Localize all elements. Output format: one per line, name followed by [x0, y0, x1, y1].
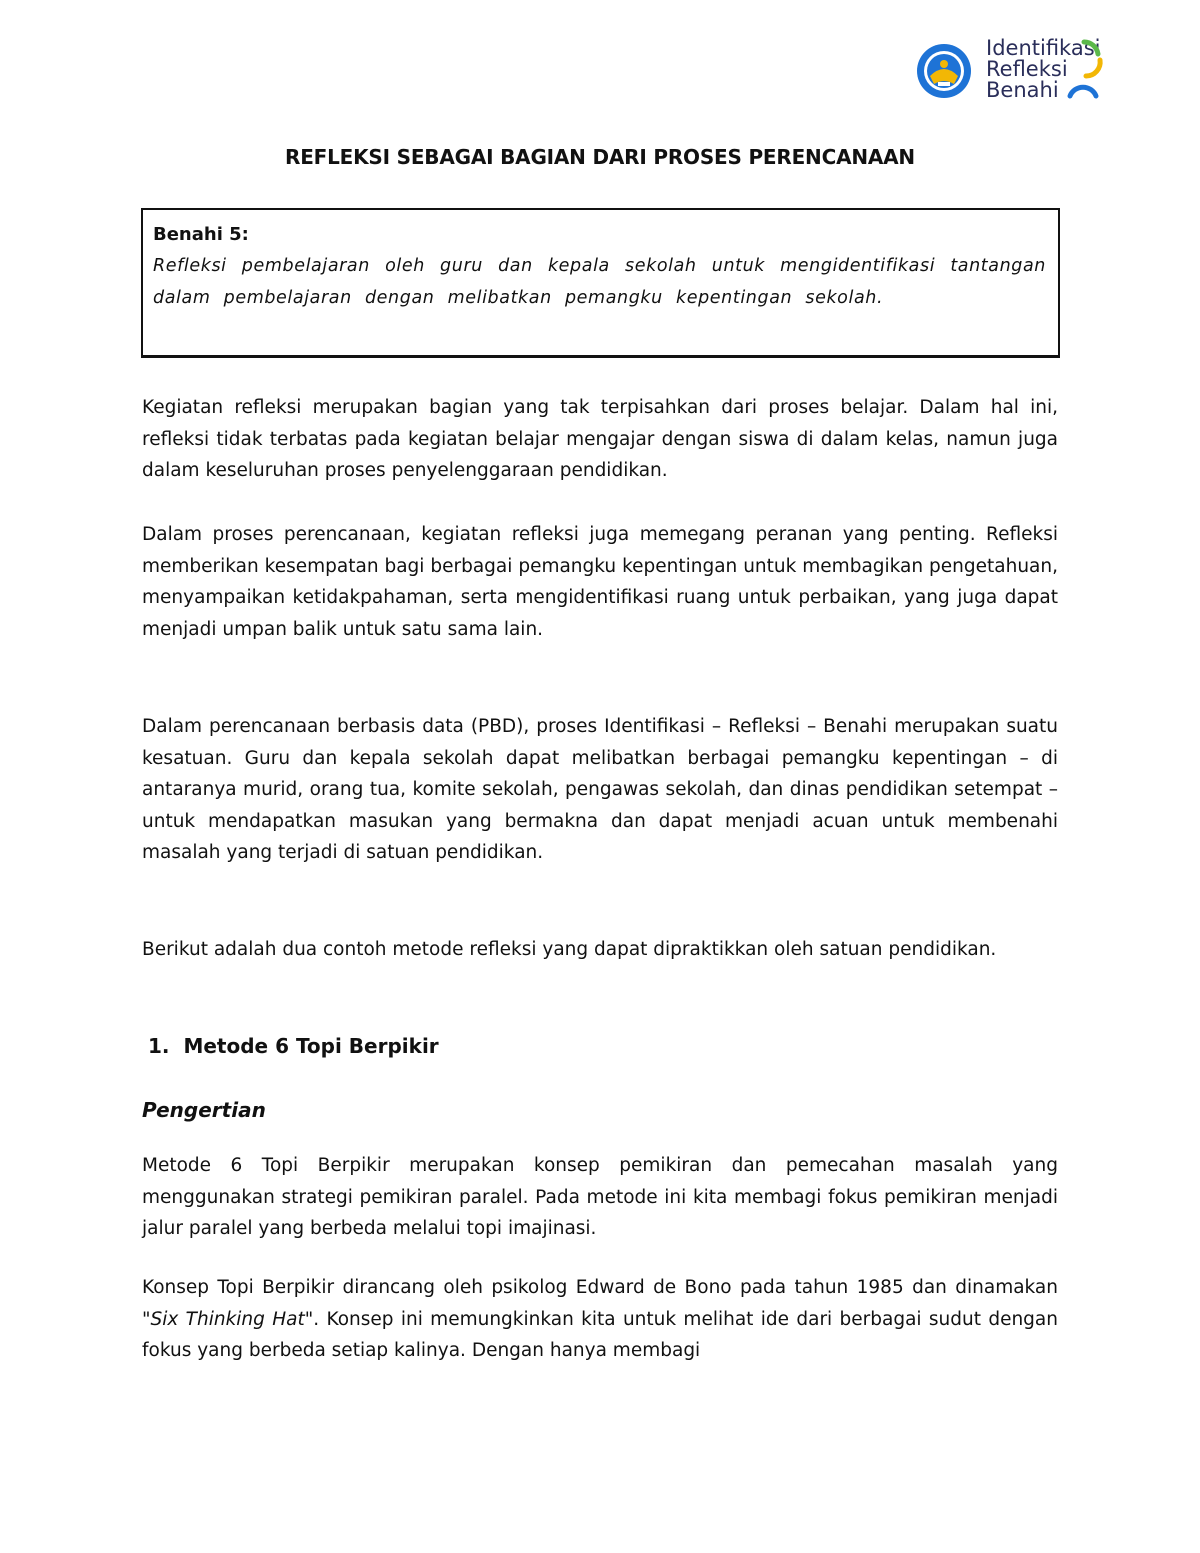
paragraph-text: Dalam perencanaan berbasis data (PBD), proses Identifikasi – Refleksi – Benahi merupakan suatu kesatuan. Guru dan kepala sekolah dapat melibatkan berbagai pemangku kepentingan – di antaranya murid, orang tua, komite sekolah, pengawas sekolah, dan dinas pendidikan setempat – untuk mendapatkan masukan yang bermakna dan dapat menjadi acuan untuk membenahi masalah yang terjadi di satuan pendidikan.	[142, 716, 1058, 863]
body-paragraph-2	[142, 519, 1058, 645]
paragraph-text: Kegiatan refleksi merupakan bagian yang tak terpisahkan dari proses belajar. Dalam hal ini, refleksi tidak terbatas pada kegiatan belajar mengajar dengan siswa di dalam kelas, namun juga dalam keseluruhan proses penyelenggaraan pendidikan.	[142, 397, 1058, 481]
page-title: REFLEKSI SEBAGAI BAGIAN DARI PROSES PERENCANAAN	[285, 145, 915, 169]
subheading-pengertian: Pengertian	[142, 1098, 266, 1122]
para-text-after: ". Konsep ini memungkinkan kita untuk melihat ide dari berbagai sudut dengan fokus yang berbeda setiap kalinya. Dengan hanya membagi	[142, 1308, 1058, 1361]
paragraph-text: Dalam proses perencanaan, kegiatan refleksi juga memegang peranan yang penting. Refleksi memberikan kesempatan bagi berbagai pemangku kepentingan untuk membagikan pengetahuan, menyampaikan ketidakpahaman, serta mengidentifikasi ruang untuk perbaikan, yang juga dapat menjadi umpan balik untuk satu sama lain.	[142, 524, 1058, 640]
section-paragraph-1	[142, 1150, 1058, 1245]
box-text: Refleksi pembelajaran oleh guru dan kepala sekolah untuk mengidentifikasi tantangan dalam pembelajaran dengan melibatkan pemangku kepentingan sekolah.	[153, 256, 1046, 308]
body-paragraph-1	[142, 392, 1058, 487]
logo-line-refleksi: Refleksi	[986, 57, 1068, 81]
para-text-before: Konsep Topi Berpikir dirancang oleh psikolog Edward de Bono pada tahun 1985 dan dinamakan "	[142, 1277, 1058, 1330]
box-label: Benahi 5:	[153, 224, 249, 245]
paragraph-text: Metode 6 Topi Berpikir merupakan konsep pemikiran dan pemecahan masalah yang menggunakan strategi pemikiran paralel. Pada metode ini kita membagi fokus pemikiran menjadi jalur paralel yang berbeda melalui topi imajinasi.	[142, 1155, 1058, 1239]
section-number: 1.	[148, 1034, 170, 1058]
section-paragraph-2	[142, 1272, 1058, 1367]
para-italic-term: Six Thinking Hat	[150, 1308, 305, 1330]
logo-arc-icon	[1064, 38, 1114, 100]
paragraph-text: Berikut adalah dua contoh metode refleksi yang dapat dipraktikkan oleh satuan pendidikan.	[142, 939, 997, 960]
body-paragraph-3	[142, 711, 1058, 869]
paragraph-text	[142, 1272, 1058, 1367]
logo-line-benahi: Benahi	[986, 78, 1059, 102]
benahi-box	[141, 208, 1060, 358]
tut-wuri-handayani-emblem-icon	[914, 42, 974, 100]
section-heading	[148, 1031, 1064, 1063]
body-paragraph-4	[142, 934, 1058, 966]
section-title: Metode 6 Topi Berpikir	[183, 1034, 439, 1058]
header-logo	[914, 38, 1114, 100]
logo-line-identifikasi: Identifikasi	[986, 36, 1101, 60]
